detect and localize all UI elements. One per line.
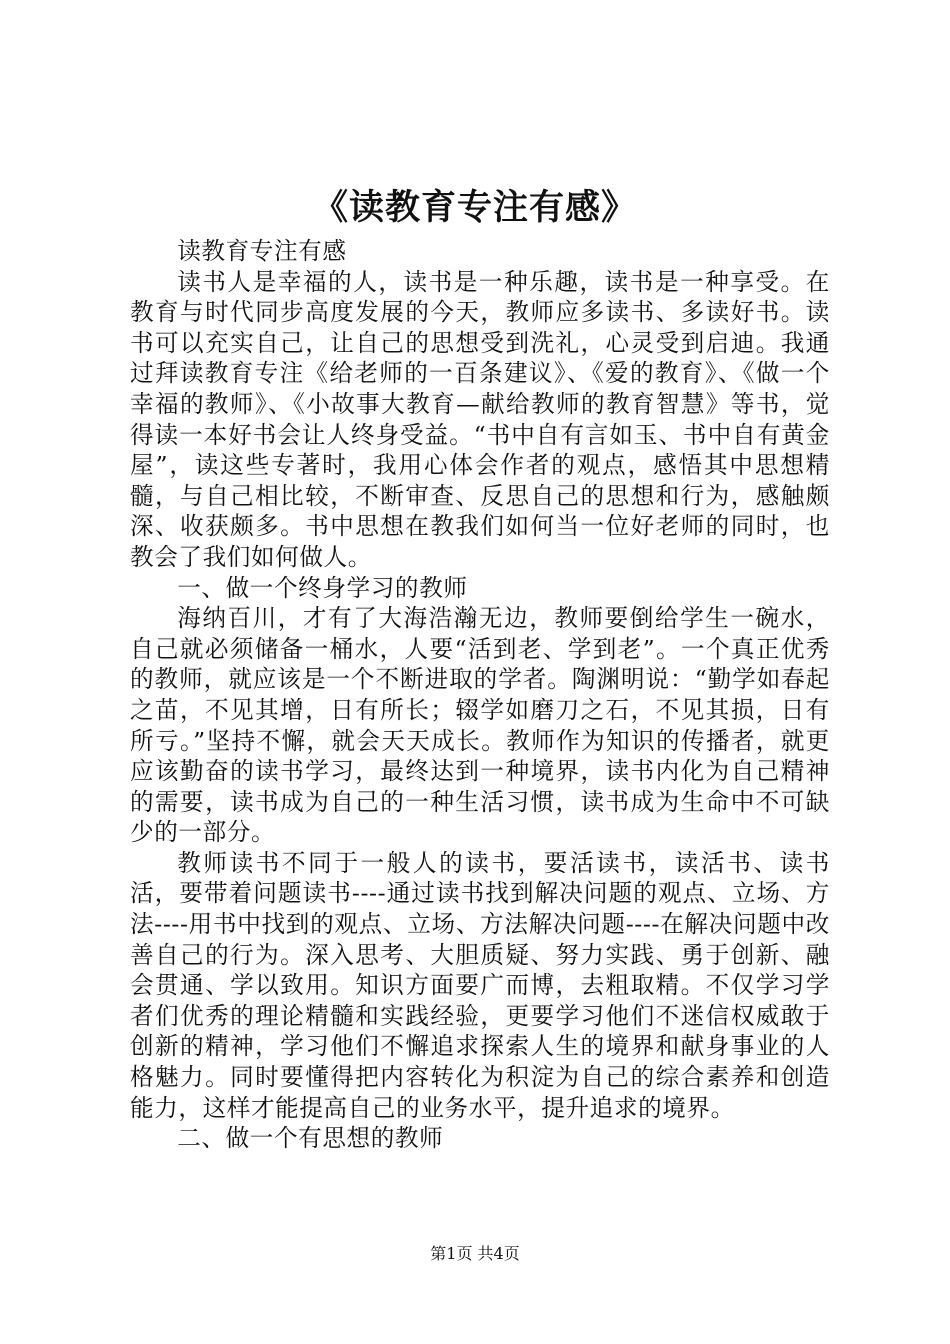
subtitle-paragraph: 读教育专注有感 [177,237,347,265]
document-body [130,236,830,1154]
section-heading-1: 一、做一个终身学习的教师 [177,573,468,602]
document-title: 《读教育专注有感》 [312,187,637,228]
section-1-paragraph-2: 教师读书不同于一般人的读书，要活读书，读活书、读书活，要带着问题读书----通过读书找到解决问题的观点、立场、方法----用书中找到的观点、立场、方法解决问题----在解决问题中改善自己的行为。深入思考、大胆质疑、努力实践、勇于创新、融会贯通、学以致用。知识方面要广而博，去粗取精。不仅学习学者们优秀的理论精髓和实践经验，更要学习他们不迷信权威敢于创新的精神，学习他们不懈追求探索人生的境界和献身事业的人格魅力。同时要懂得把内容转化为积淀为自己的综合素养和创造能力，这样才能提高自己的业务水平，提升追求的境界。 [130,848,830,1122]
page-number-footer: 第1页 共4页 [430,1244,520,1263]
section-1-paragraph-1: 海纳百川，才有了大海浩瀚无边，教师要倒给学生一碗水，自己就必须储备一桶水，人要“活到老、学到老”。一个真正优秀的教师，就应该是一个不断进取的学者。陶渊明说：“勤学如春起之苗，不见其增，日有所长；辍学如磨刀之石，不见其损，日有所亏。”坚持不懈，就会天天成长。教师作为知识的传播者，就更应该勤奋的读书学习，最终达到一种境界，读书内化为自己精神的需要，读书成为自己的一种生活习惯，读书成为生命中不可缺少的一部分。 [130,604,830,847]
intro-paragraph: 读书人是幸福的人，读书是一种乐趣，读书是一种享受。在教育与时代同步高度发展的今天，教师应多读书、多读好书。读书可以充实自己，让自己的思想受到洗礼，心灵受到启迪。我通过拜读教育专注《给老师的一百条建议》、《爱的教育》、《做一个幸福的教师》、《小故事大教育—献给教师的教育智慧》等书，觉得读一本好书会让人终身受益。“书中自有言如玉、书中自有黄金屋”，读这些专著时，我用心体会作者的观点，感悟其中思想精髓，与自己相比较，不断审查、反思自己的思想和行为，感触颇深、收获颇多。书中思想在教我们如何当一位好老师的同时，也教会了我们如何做人。 [130,267,830,571]
section-heading-2: 二、做一个有思想的教师 [177,1124,444,1153]
